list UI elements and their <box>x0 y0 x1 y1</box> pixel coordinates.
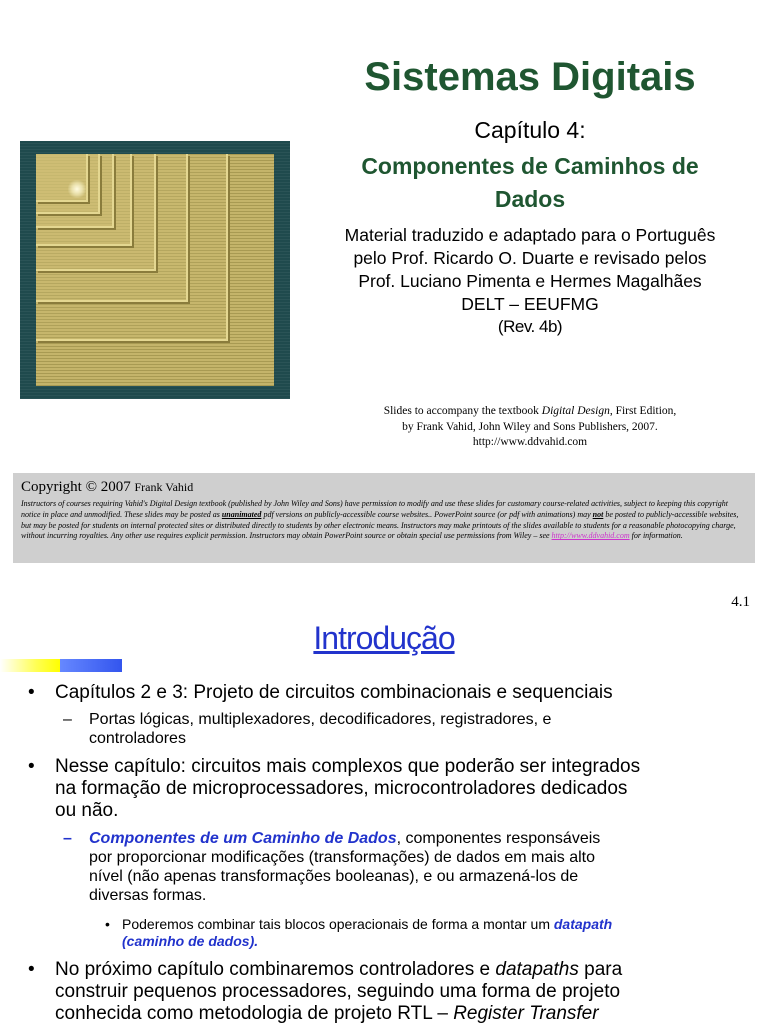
credit-line: Material traduzido e adaptado para o Português <box>344 225 716 245</box>
chapter-subtitle <box>320 150 740 216</box>
list-item: • Poderemos combinar tais blocos operacionais de forma a montar um datapath (caminho de dados). <box>105 916 613 949</box>
chip-light-glow <box>68 180 86 198</box>
chip-die-core <box>36 154 274 386</box>
translation-credits <box>306 224 754 316</box>
chip-die-image <box>20 141 290 399</box>
decor-bar-yellow <box>0 659 60 672</box>
bullet-marker: • <box>28 682 35 703</box>
list-item: • Capítulos 2 e 3: Projeto de circuitos combinacionais e sequenciais <box>28 682 613 703</box>
credit-line: Prof. Luciano Pimenta e Hermes Magalhães <box>358 271 702 291</box>
dash-marker: – <box>63 711 72 728</box>
list-item: • Nesse capítulo: circuitos mais complexos que poderão ser integrados na formação de microprocessadores, microcontroladores dedicados ou não. <box>28 756 641 821</box>
subtitle-line-1: Componentes de Caminhos de <box>361 153 699 179</box>
textbook-note-line-2: by Frank Vahid, John Wiley and Sons Publishers, 2007. <box>402 420 658 433</box>
copyright-link[interactable]: http://www.ddvahid.com <box>551 531 630 541</box>
dash-marker: – <box>63 830 72 847</box>
section-heading: Introdução <box>313 620 455 656</box>
book-title: Digital Design <box>541 405 610 417</box>
copyright-body: Instructors of courses requiring Vahid's Digital Design textbook (published by John Wiley and Sons) have permission to modify and use these slides for customary course-related activities, subject to keeping this copyright notice in place and unmodified. These slides may be posted as unanimated pdf versions on publicly-accessible course websites.. PowerPoint source (or pdf with animations) may not be posted to publicly-accessible websites, but may be posted for students on internal protected sites or distributed directly to students by other electronic means. Instructors may make printouts of the slides available to students for a reasonable photocopying charge, without incurring royalties. Any other use requires explicit permission. Instructors may obtain PowerPoint source or obtain special use permissions from Wiley – see http://www.ddvahid.com for information. <box>21 499 739 541</box>
slide-title: Sistemas Digitais <box>364 55 696 99</box>
copyright-notice <box>13 473 755 563</box>
list-item: – Componentes de um Caminho de Dados, componentes responsáveis por proporcionar modificações (transformações) de dados em mais alto nível (não apenas transformações booleanas), e ou armazená-los de diversas formas. <box>63 830 601 904</box>
decor-bar-blue <box>60 659 122 672</box>
textbook-url[interactable]: http://www.ddvahid.com <box>472 436 588 448</box>
textbook-note-line-1: Slides to accompany the textbook Digital Design, First Edition, <box>383 405 677 417</box>
subtitle-line-2: Dados <box>494 186 566 212</box>
bullet-marker: • <box>105 916 110 932</box>
list-item: • No próximo capítulo combinaremos controladores e datapaths para construir pequenos processadores, seguindo uma forma de projeto conhecida como metodologia de projeto RTL – Register Transfer <box>28 959 623 1024</box>
bullet-marker: • <box>28 959 35 980</box>
revision-label: (Rev. 4b) <box>497 317 563 336</box>
credit-line: pelo Prof. Ricardo O. Duarte e revisado pelos <box>353 248 707 268</box>
copyright-heading: Copyright © 2007 Frank Vahid <box>21 479 194 495</box>
bullet-marker: • <box>28 756 35 777</box>
list-item: – Portas lógicas, multiplexadores, decodificadores, registradores, e controladores <box>63 711 552 747</box>
emphasis-term: Componentes de um Caminho de Dados <box>89 830 397 847</box>
slide-number: 4.1 <box>731 594 750 610</box>
textbook-note <box>306 404 754 451</box>
credit-line: DELT – EEUFMG <box>461 294 599 314</box>
chapter-label: Capítulo 4: <box>474 117 586 143</box>
